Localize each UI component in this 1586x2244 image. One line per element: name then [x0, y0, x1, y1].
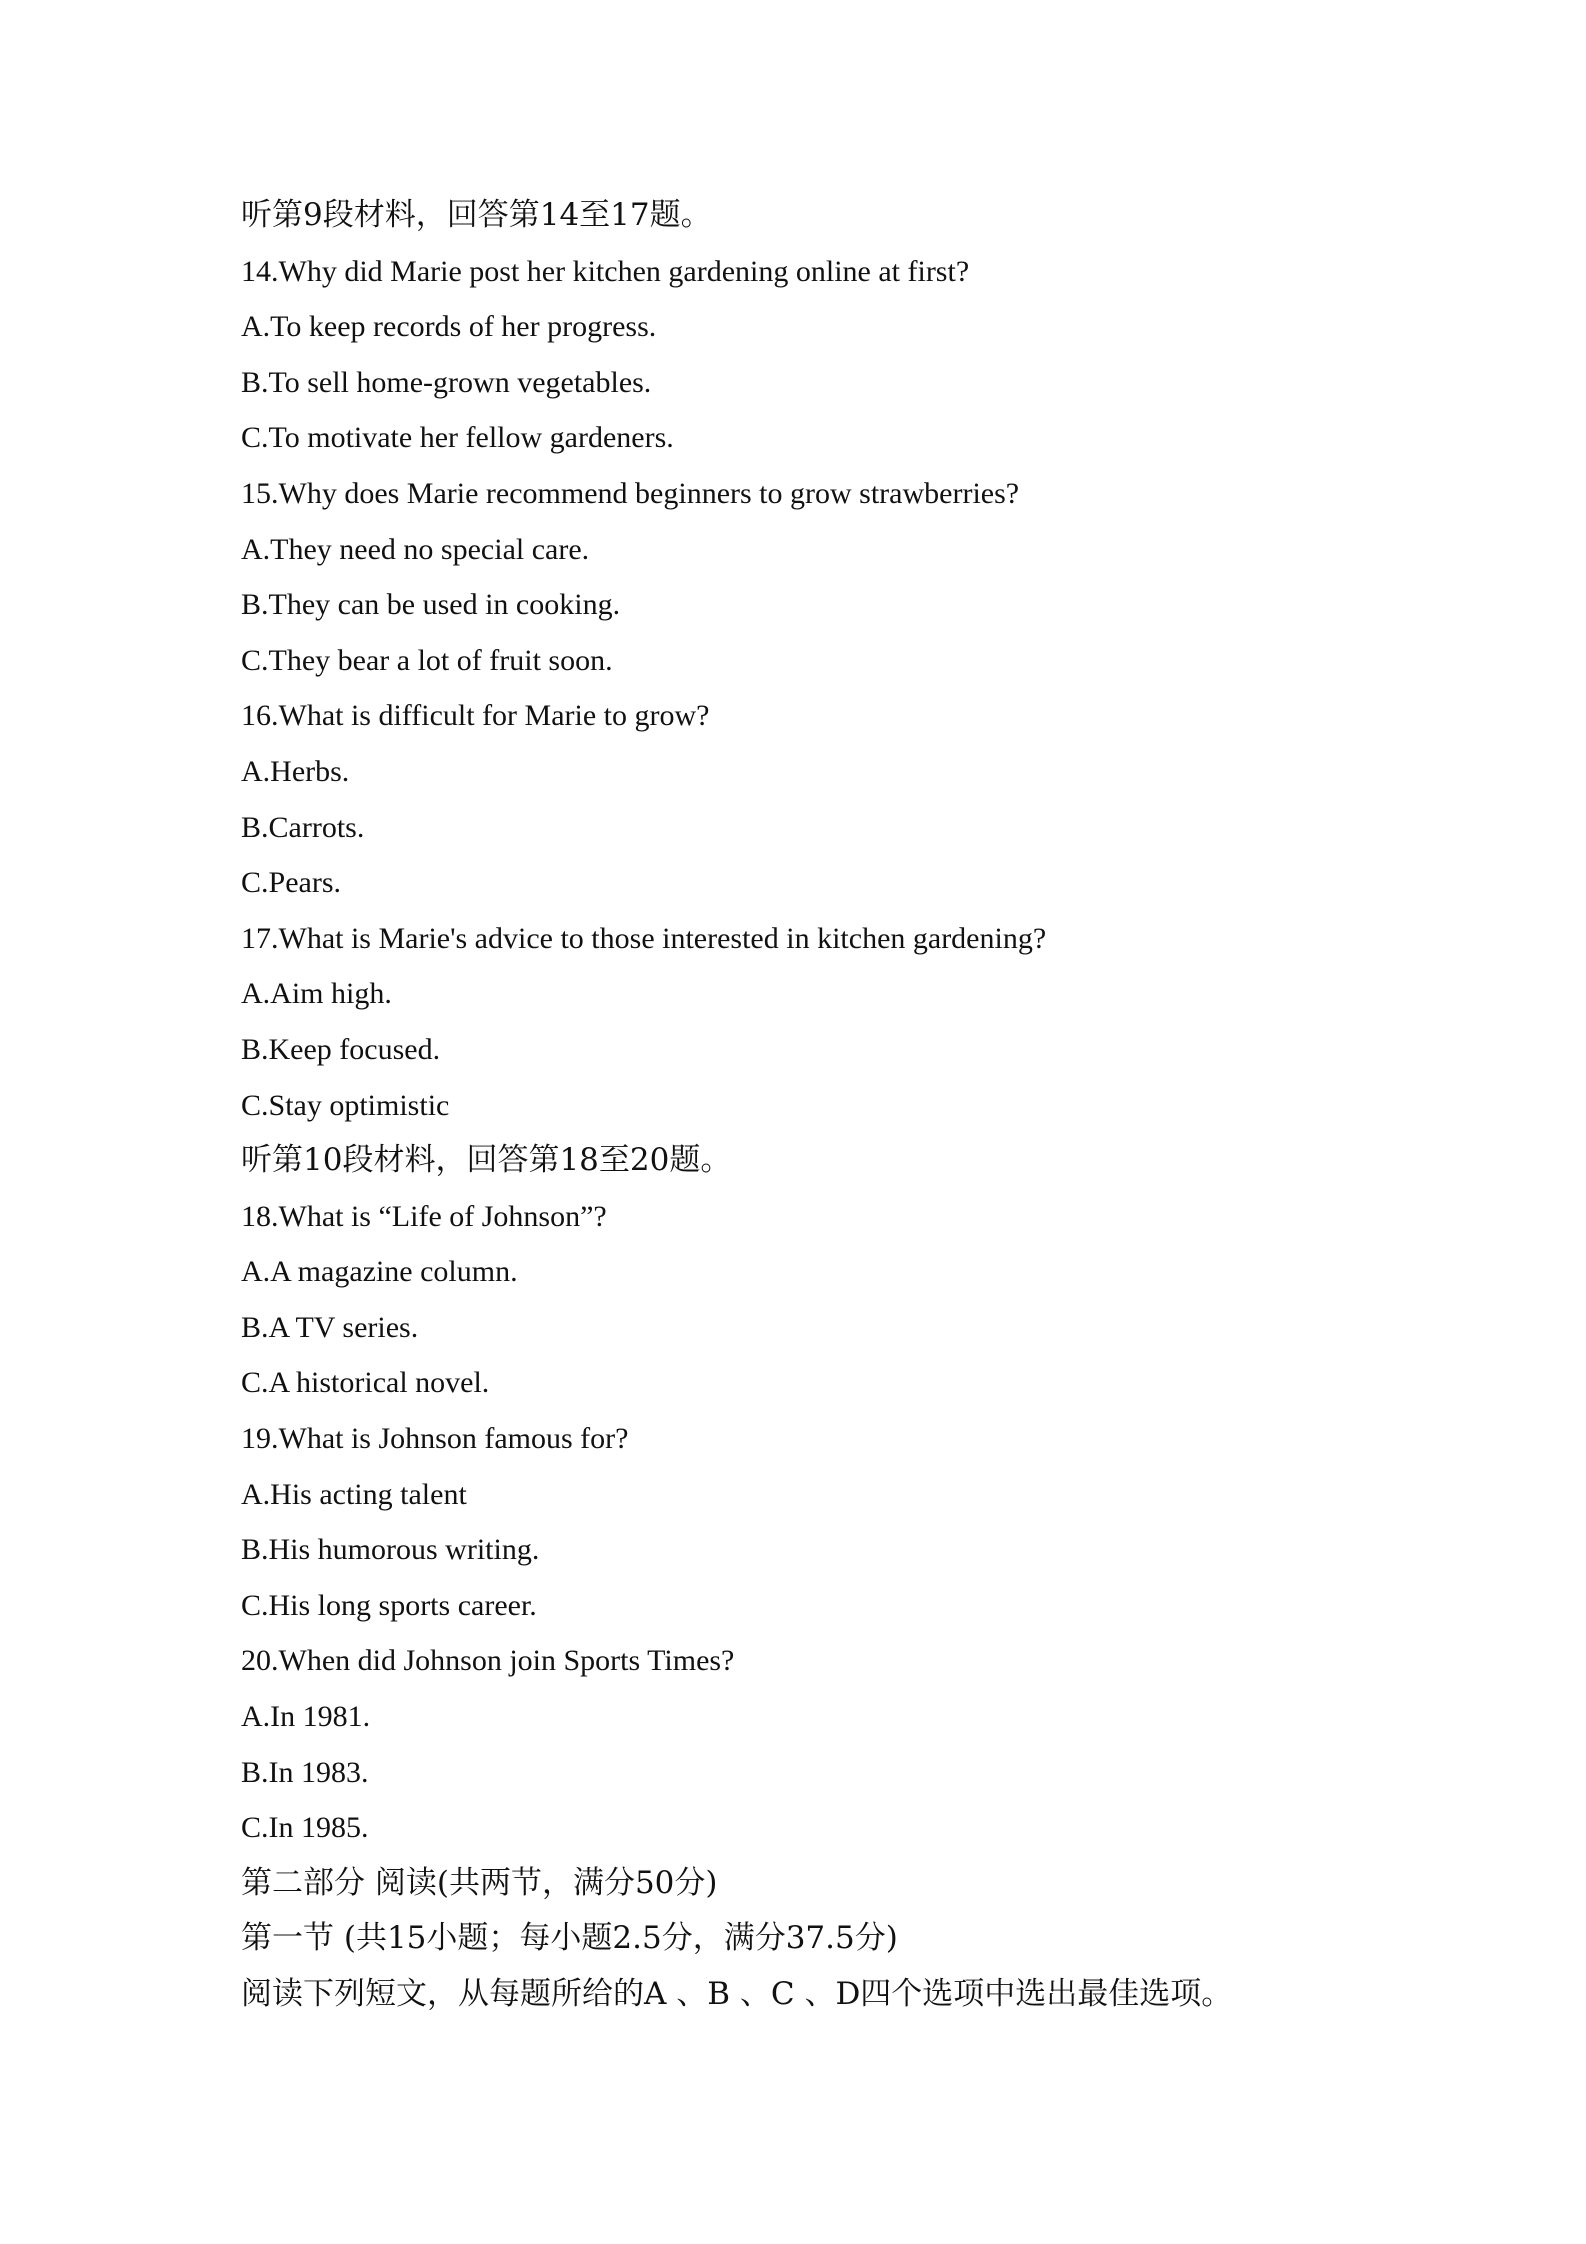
answer-option: C.His long sports career. — [241, 1588, 537, 1622]
question-text: 15.Why does Marie recommend beginners to grow strawberries? — [241, 476, 1020, 510]
answer-option: A.They need no special care. — [241, 532, 590, 566]
answer-option: C.Pears. — [241, 866, 341, 900]
question-text: 19.What is Johnson famous for? — [241, 1422, 629, 1456]
section-heading: 第二部分 阅读(共两节，满分50分) — [241, 1864, 718, 1901]
answer-option: B.Keep focused. — [241, 1032, 441, 1066]
answer-option: C.To motivate her fellow gardeners. — [241, 421, 674, 455]
instruction-text: 阅读下列短文，从每题所给的A 、B 、C 、D四个选项中选出最佳选项。 — [241, 1976, 1233, 2012]
question-text: 18.What is “Life of Johnson”? — [241, 1199, 607, 1233]
answer-option: B.A TV series. — [241, 1310, 419, 1344]
answer-option: B.Carrots. — [241, 810, 365, 844]
answer-option: A.A magazine column. — [241, 1255, 518, 1289]
answer-option: B.To sell home-grown vegetables. — [241, 365, 652, 399]
answer-option: A.Aim high. — [241, 977, 392, 1011]
answer-option: C.Stay optimistic — [241, 1088, 450, 1122]
answer-option: A.His acting talent — [241, 1477, 467, 1511]
exam-content — [241, 188, 1441, 2023]
question-text: 16.What is difficult for Marie to grow? — [241, 699, 710, 733]
answer-option: A.Herbs. — [241, 754, 350, 788]
answer-option: C.A historical novel. — [241, 1366, 490, 1400]
question-text: 20.When did Johnson join Sports Times? — [241, 1644, 735, 1678]
answer-option: C.In 1985. — [241, 1811, 369, 1845]
section-heading: 听第10段材料，回答第18至20题。 — [241, 1142, 732, 1179]
question-text: 14.Why did Marie post her kitchen gardening online at first? — [241, 254, 970, 288]
section-heading: 听第9段材料，回答第14至17题。 — [241, 197, 712, 233]
answer-option: B.In 1983. — [241, 1755, 369, 1789]
answer-option: B.They can be used in cooking. — [241, 588, 621, 622]
answer-option: B.His humorous writing. — [241, 1533, 540, 1567]
answer-option: A.To keep records of her progress. — [241, 310, 657, 344]
answer-option: A.In 1981. — [241, 1700, 371, 1734]
question-text: 17.What is Marie's advice to those interested in kitchen gardening? — [241, 921, 1047, 955]
answer-option: C.They bear a lot of fruit soon. — [241, 643, 613, 677]
section-heading: 第一节 (共15小题；每小题2.5分，满分37.5分) — [241, 1920, 898, 1957]
